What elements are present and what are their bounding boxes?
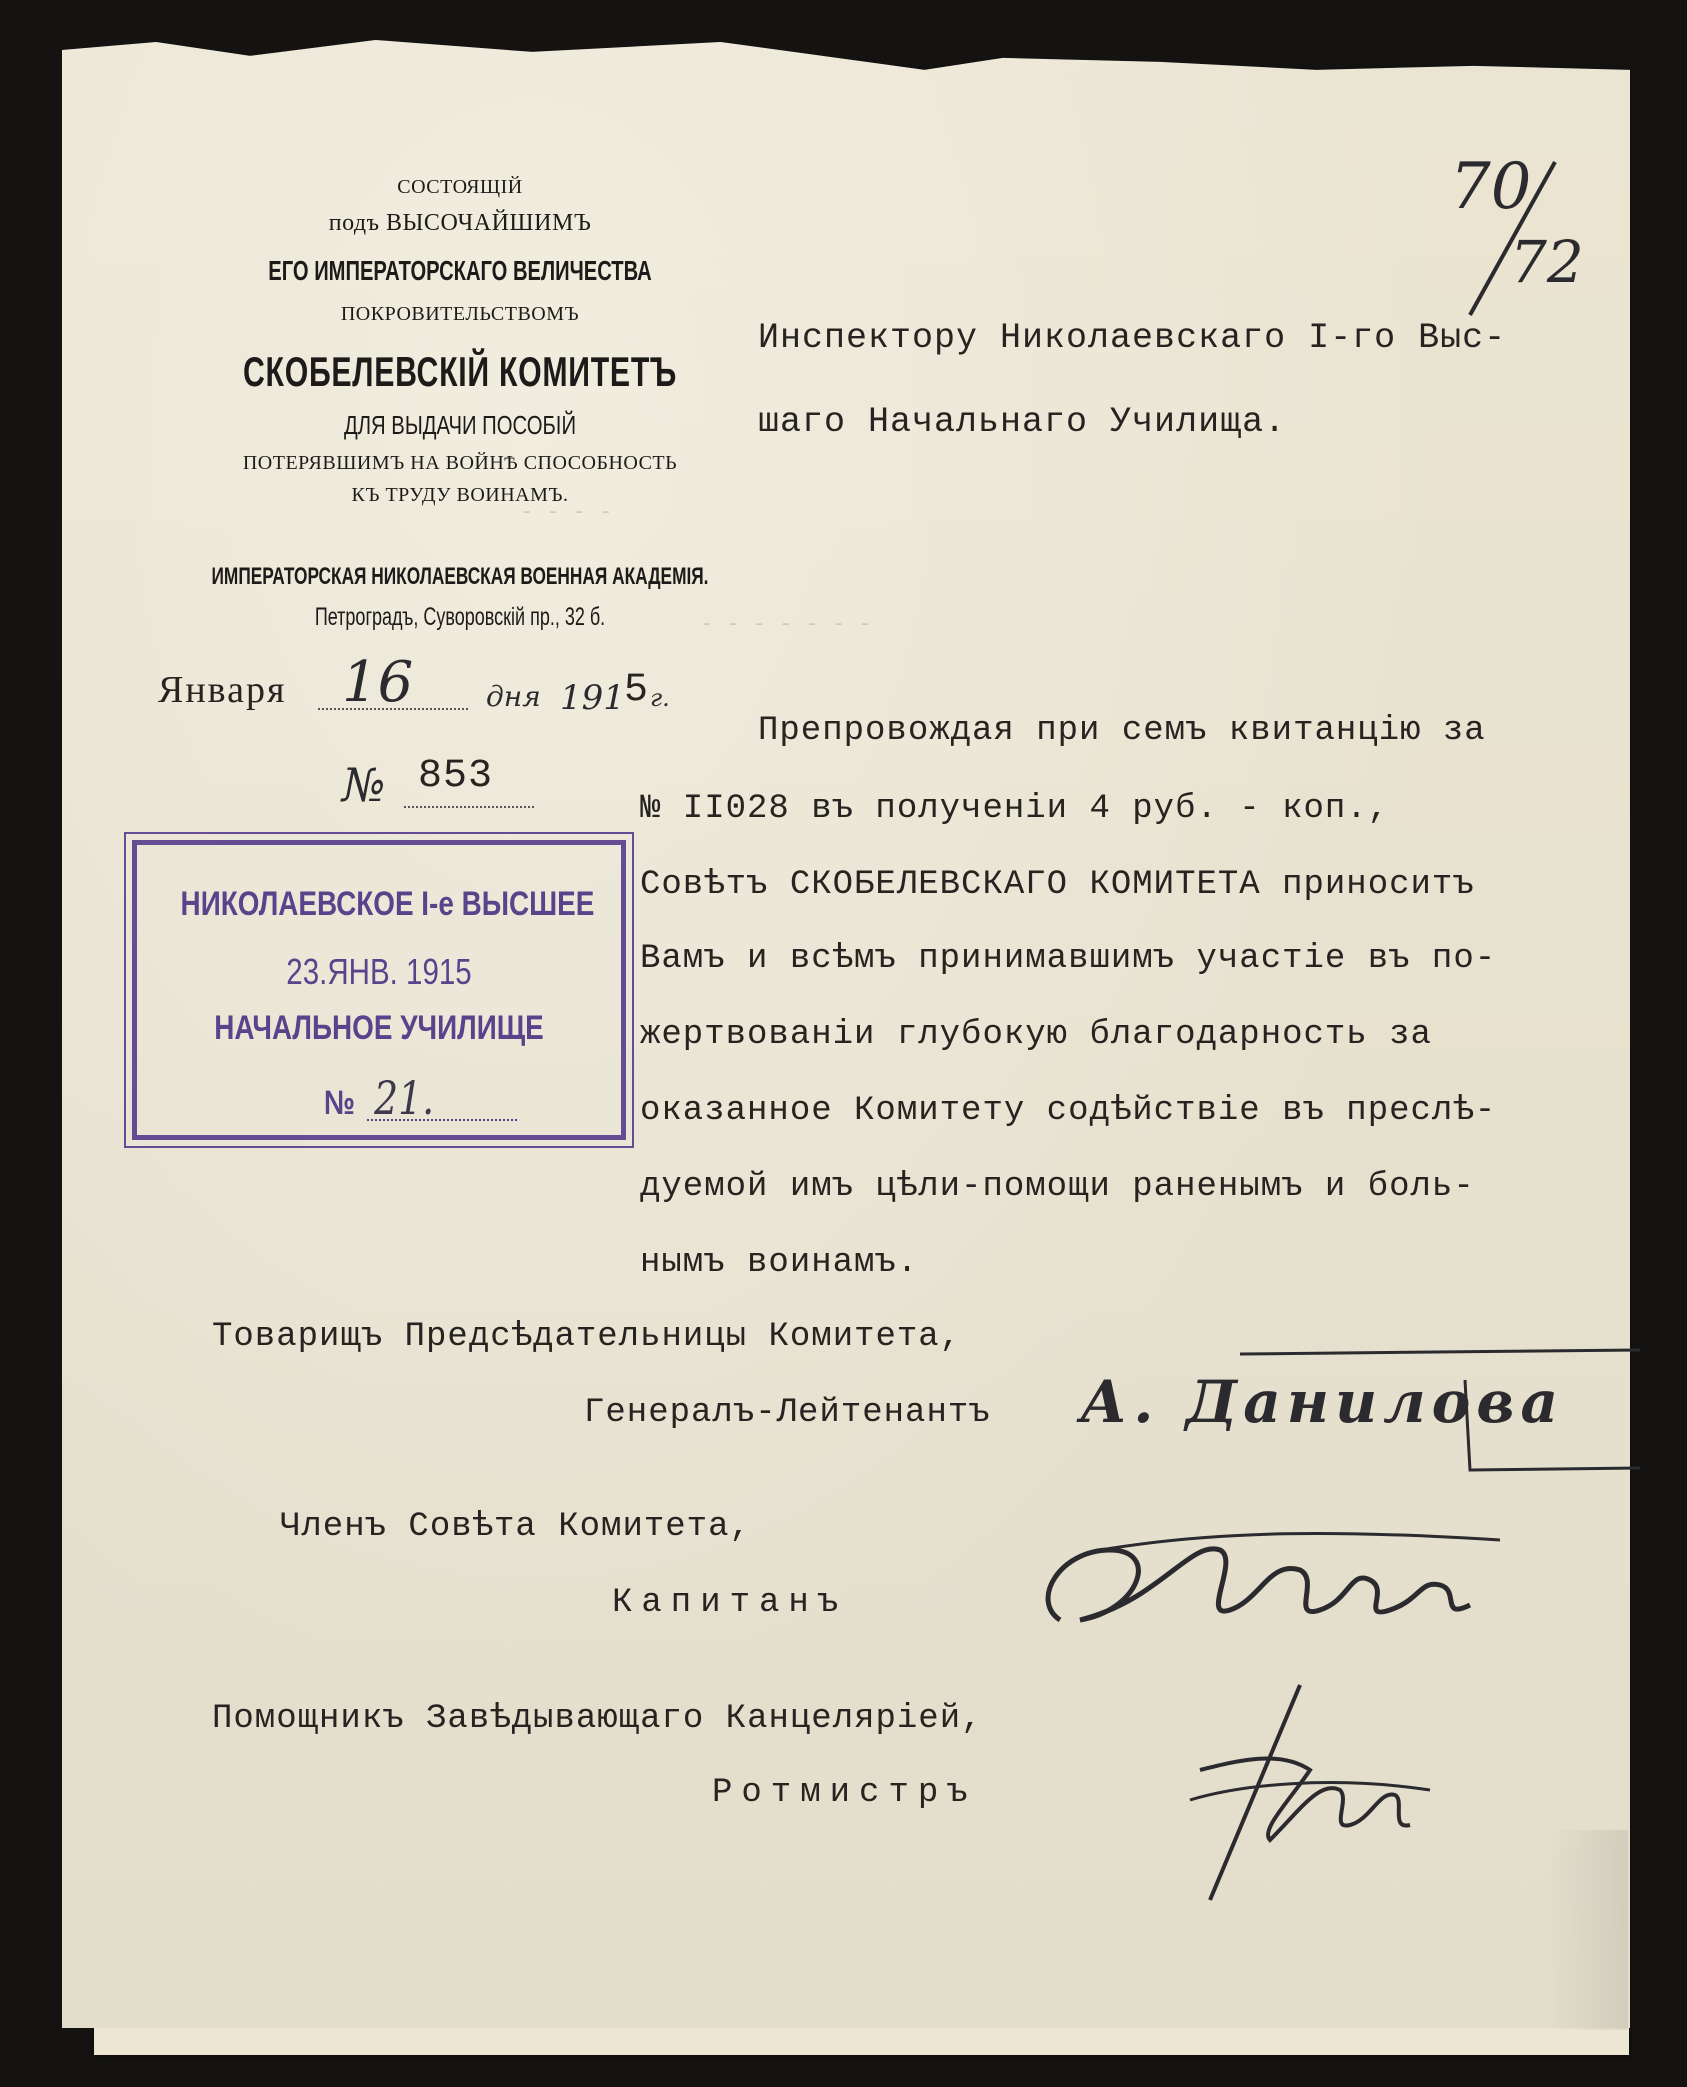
signer-1-title: Товарищъ Предсѣдательницы Комитета,	[212, 1318, 962, 1356]
number-rule	[404, 806, 534, 808]
letterhead-line: КЪ ТРУДУ ВОИНАМЪ.	[351, 484, 569, 506]
date-year: 191	[560, 678, 625, 718]
signer-1-flourish	[1240, 1340, 1640, 1480]
body-line: № II028 въ полученіи 4 руб. - коп.,	[640, 790, 1390, 828]
date-day: 16	[342, 650, 414, 715]
letterhead-line: ДЛЯ ВЫДАЧИ ПОСОБІЙ	[343, 410, 577, 440]
bleed-mark: - - - - - - -	[700, 612, 872, 637]
stamp-line: НИКОЛАЕВСКОЕ I-е ВЫСШЕЕ	[180, 885, 595, 923]
signer-2-signature	[1020, 1510, 1510, 1660]
letterhead-title: СКОБЕЛЕВСКІЙ КОМИТЕТЪ	[242, 348, 678, 395]
page-shadow	[1548, 1830, 1628, 2030]
letterhead-line: ЕГО ИМПЕРАТОРСКАГО ВЕЛИЧЕСТВА	[268, 255, 652, 286]
letterhead-line: подъ ВЫСОЧАЙШИМЪ	[328, 210, 592, 236]
stamp-date: 23.ЯНВ. 1915	[286, 951, 472, 992]
stamp-number-row	[181, 1071, 578, 1125]
folio-bottom: 72	[1510, 228, 1584, 296]
stamp-number-rule	[367, 1119, 517, 1121]
letterhead-line: СОСТОЯЩІЙ	[397, 176, 523, 198]
body-line: жертвованіи глубокую благодарность за	[640, 1016, 1432, 1054]
body-line: Вамъ и всѣмъ принимавшимъ участіе въ по-	[640, 940, 1497, 978]
folio-top: 70	[1450, 150, 1532, 224]
date-day-rule	[318, 708, 468, 710]
letterhead-line: ИМПЕРАТОРСКАЯ НИКОЛАЕВСКАЯ ВОЕННАЯ АКАДЕМІЯ.	[211, 563, 709, 590]
body-line: оказанное Комитету содѣйствіе въ преслѣ-	[640, 1092, 1497, 1130]
letterhead-line: ПОКРОВИТЕЛЬСТВОМЪ	[340, 303, 580, 325]
number-sign: №	[342, 758, 386, 812]
letterhead-line: ПОТЕРЯВШИМЪ НА ВОЙНѢ СПОСОБНОСТЬ	[242, 452, 678, 474]
number-value: 853	[418, 754, 494, 799]
body-line: Совѣтъ СКОБЕЛЕВСКАГО КОМИТЕТА приноситъ	[640, 866, 1475, 904]
letterhead-address: Петроградъ, Суворовскій пр., 32 б.	[314, 603, 606, 631]
signer-1-name: А. Данилова	[1080, 1368, 1565, 1436]
body-line: Препровождая при семъ квитанцію за	[758, 712, 1486, 750]
signer-3-signature	[1180, 1680, 1440, 1910]
signer-3-rank: Ротмистръ	[712, 1774, 977, 1812]
addressee-line-2: шаго Начальнаго Училища.	[758, 402, 1287, 442]
signer-1-rank: Генералъ-Лейтенантъ	[584, 1394, 991, 1432]
bleed-mark: - - - -	[520, 500, 613, 525]
date-month: Января	[158, 669, 287, 711]
signer-2-title: Членъ Совѣта Комитета,	[280, 1508, 751, 1546]
signer-2-rank: Капитанъ	[612, 1584, 848, 1622]
addressee-line-1: Инспектору Николаевскаго I-го Выс-	[758, 318, 1507, 358]
stamp-number-value: 21.	[374, 1071, 435, 1125]
stamp-line: НАЧАЛЬНОЕ УЧИЛИЩЕ	[214, 1009, 544, 1047]
date-g: г.	[650, 684, 670, 712]
body-line: дуемой имъ цѣли-помощи раненымъ и боль-	[640, 1168, 1475, 1206]
signer-3-title: Помощникъ Завѣдывающаго Канцеляріей,	[212, 1700, 983, 1738]
body-line: нымъ воинамъ.	[640, 1244, 919, 1282]
folio-mark	[1440, 150, 1590, 320]
stamp-number-label: №	[323, 1084, 355, 1122]
date-year-digit: 5	[624, 668, 650, 713]
incoming-stamp	[132, 840, 626, 1140]
date-dnya: дня	[486, 680, 541, 713]
